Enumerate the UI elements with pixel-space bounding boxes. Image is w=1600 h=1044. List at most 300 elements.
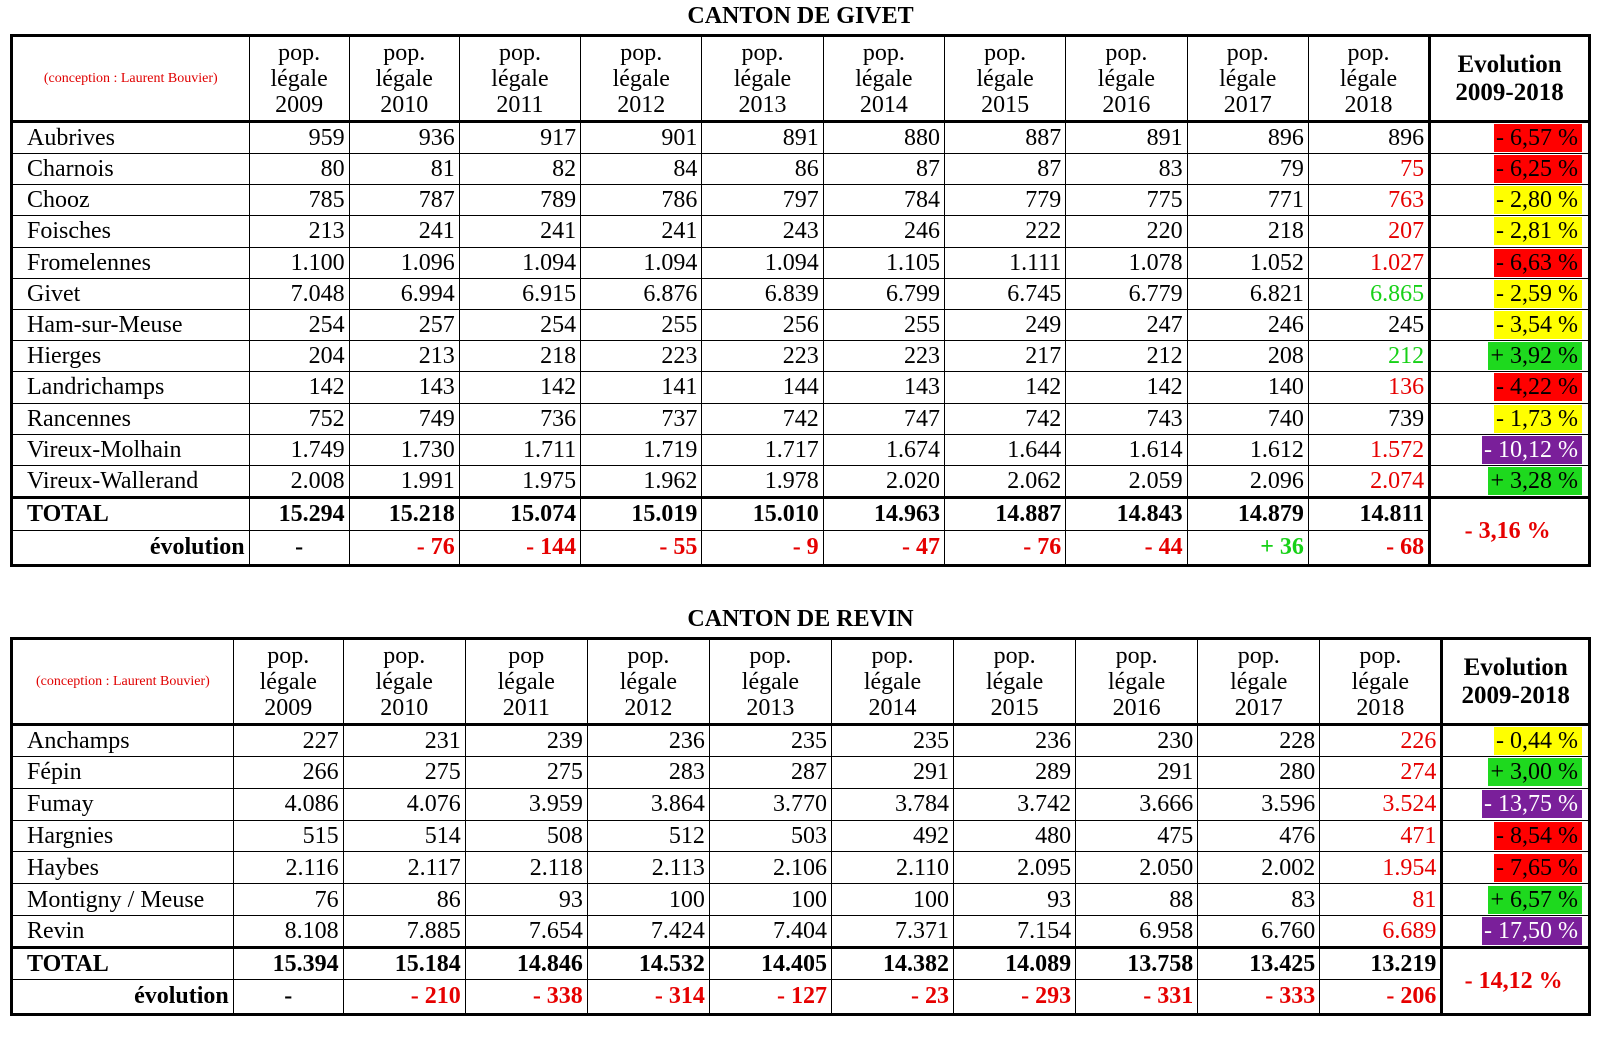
population-cell: 136 <box>1308 372 1429 403</box>
population-cell: 80 <box>249 154 349 185</box>
header-line: légale <box>733 65 792 92</box>
population-cell: 227 <box>233 725 343 757</box>
header-line: légale <box>270 65 328 92</box>
header-line: Evolution <box>1463 653 1568 681</box>
population-cell: 2.059 <box>1066 465 1187 497</box>
year-header <box>587 639 709 725</box>
header-line: pop. <box>1105 39 1148 66</box>
header-line: légale <box>1230 668 1288 695</box>
population-cell: 1.027 <box>1308 247 1429 278</box>
population-cell: 218 <box>459 341 580 372</box>
population-cell: 100 <box>587 884 709 916</box>
population-cell: 143 <box>823 372 944 403</box>
total-cell: 13.219 <box>1320 947 1442 979</box>
population-cell: 736 <box>459 403 580 434</box>
header-line: pop. <box>862 39 905 66</box>
total-cell: 14.879 <box>1187 497 1308 530</box>
yearly-change-cell: - <box>249 530 349 565</box>
population-cell: 275 <box>465 757 587 789</box>
population-cell: 1.614 <box>1066 434 1187 465</box>
population-cell: 280 <box>1198 757 1320 789</box>
population-cell: 266 <box>233 757 343 789</box>
population-cell: 1.572 <box>1308 434 1429 465</box>
evolution-cell <box>1430 372 1590 403</box>
commune-name: Fromelennes <box>12 247 250 278</box>
header-line: 2016 <box>1112 694 1161 721</box>
population-cell: 84 <box>581 154 702 185</box>
header-line: légale <box>1351 668 1409 695</box>
header-line: légale <box>612 65 670 92</box>
total-cell: 15.218 <box>349 497 459 530</box>
population-cell: 787 <box>349 185 459 216</box>
header-line: 2009-2018 <box>1455 78 1564 106</box>
population-cell: 1.674 <box>823 434 944 465</box>
population-cell: 291 <box>831 757 953 789</box>
population-cell: 93 <box>465 884 587 916</box>
header-line: pop. <box>627 642 670 669</box>
population-cell: 752 <box>249 403 349 434</box>
population-cell: 245 <box>1308 309 1429 340</box>
header-line: pop. <box>1347 39 1390 66</box>
population-cell: 3.959 <box>465 788 587 820</box>
population-cell: 76 <box>233 884 343 916</box>
population-cell: 289 <box>954 757 1076 789</box>
population-cell: 231 <box>343 725 465 757</box>
header-line: légale <box>985 668 1044 695</box>
evolution-badge: - 1,73 % <box>1494 405 1582 433</box>
population-cell: 508 <box>465 820 587 852</box>
evolution-cell <box>1430 216 1590 247</box>
population-cell: 936 <box>349 122 459 154</box>
population-cell: 275 <box>343 757 465 789</box>
total-cell: 15.294 <box>249 497 349 530</box>
population-cell: 2.116 <box>233 852 343 884</box>
evolution-badge: - 6,63 % <box>1494 249 1582 277</box>
commune-name: Fumay <box>12 788 234 820</box>
population-cell: 247 <box>1066 309 1187 340</box>
population-cell: 1.962 <box>581 465 702 497</box>
header-line: pop. <box>993 642 1036 669</box>
population-cell: 212 <box>1066 341 1187 372</box>
population-cell: 3.784 <box>831 788 953 820</box>
header-line: pop. <box>984 39 1027 66</box>
evolution-cell <box>1442 915 1590 947</box>
population-cell: 220 <box>1066 216 1187 247</box>
total-cell: 15.019 <box>581 497 702 530</box>
revin-section <box>10 607 1591 1016</box>
population-cell: 784 <box>823 185 944 216</box>
header-line: pop. <box>383 642 426 669</box>
population-cell: 236 <box>954 725 1076 757</box>
table-row <box>12 278 1590 309</box>
population-cell: 789 <box>459 185 580 216</box>
table-row <box>12 788 1590 820</box>
evolution-cell <box>1430 278 1590 309</box>
population-cell: 6.689 <box>1320 915 1442 947</box>
population-cell: 2.095 <box>954 852 1076 884</box>
year-header <box>349 36 459 122</box>
table-row <box>12 403 1590 434</box>
population-cell: 2.074 <box>1308 465 1429 497</box>
yearly-change-cell: + 36 <box>1187 530 1308 565</box>
population-cell: 257 <box>349 309 459 340</box>
population-cell: 222 <box>944 216 1065 247</box>
population-cell: 503 <box>709 820 831 852</box>
population-cell: 223 <box>702 341 823 372</box>
evolution-cell <box>1430 154 1590 185</box>
population-cell: 740 <box>1187 403 1308 434</box>
population-cell: 771 <box>1187 185 1308 216</box>
header-line: pop. <box>1237 642 1280 669</box>
year-header <box>1308 36 1429 122</box>
population-cell: 254 <box>459 309 580 340</box>
population-cell: 75 <box>1308 154 1429 185</box>
population-cell: 241 <box>581 216 702 247</box>
total-evolution: - 3,16 % <box>1430 497 1590 565</box>
commune-name: Landrichamps <box>12 372 250 403</box>
commune-name: Charnois <box>12 154 250 185</box>
population-cell: 204 <box>249 341 349 372</box>
population-cell: 1.717 <box>702 434 823 465</box>
evolution-cell <box>1430 247 1590 278</box>
population-cell: 87 <box>944 154 1065 185</box>
header-line: 2016 <box>1102 91 1151 118</box>
population-cell: 241 <box>349 216 459 247</box>
year-header <box>233 639 343 725</box>
population-cell: 6.876 <box>581 278 702 309</box>
total-cell: 15.074 <box>459 497 580 530</box>
population-cell: 742 <box>944 403 1065 434</box>
population-cell: 226 <box>1320 725 1442 757</box>
total-cell: 13.758 <box>1076 947 1198 979</box>
credit-note: (conception : Laurent Bouvier) <box>12 639 234 725</box>
total-cell: 14.963 <box>823 497 944 530</box>
population-cell: 1.612 <box>1187 434 1308 465</box>
header-line: 2012 <box>617 91 666 118</box>
header-line: 2010 <box>380 91 429 118</box>
population-cell: 213 <box>349 341 459 372</box>
yearly-change-cell: - 68 <box>1308 530 1429 565</box>
commune-name: Rancennes <box>12 403 250 434</box>
header-line: légale <box>497 668 555 695</box>
evolution-cell <box>1442 852 1590 884</box>
population-cell: 1.749 <box>249 434 349 465</box>
total-cell: 15.394 <box>233 947 343 979</box>
population-cell: 6.779 <box>1066 278 1187 309</box>
header-line: légale <box>491 65 549 92</box>
header-line: légale <box>619 668 677 695</box>
population-cell: 2.118 <box>465 852 587 884</box>
year-header <box>465 639 587 725</box>
population-cell: 235 <box>831 725 953 757</box>
header-line: légale <box>375 668 433 695</box>
yearly-change-cell: - 76 <box>944 530 1065 565</box>
commune-name: Aubrives <box>12 122 250 154</box>
yearly-change-cell: - 9 <box>702 530 823 565</box>
header-line: légale <box>1339 65 1398 92</box>
population-cell: 7.371 <box>831 915 953 947</box>
population-cell: 283 <box>587 757 709 789</box>
commune-name: Montigny / Meuse <box>12 884 234 916</box>
commune-name: Haybes <box>12 852 234 884</box>
header-line: 2015 <box>990 694 1039 721</box>
year-header <box>1320 639 1442 725</box>
evolution-badge: + 6,57 % <box>1488 886 1582 914</box>
evolution-cell <box>1430 341 1590 372</box>
population-cell: 4.076 <box>343 788 465 820</box>
total-cell: 14.089 <box>954 947 1076 979</box>
population-cell: 786 <box>581 185 702 216</box>
header-line: Evolution <box>1457 50 1562 78</box>
evolution-cell <box>1430 122 1590 154</box>
population-cell: 212 <box>1308 341 1429 372</box>
header-line: pop. <box>871 642 914 669</box>
population-cell: 901 <box>581 122 702 154</box>
population-cell: 959 <box>249 122 349 154</box>
table-row <box>12 852 1590 884</box>
yearly-change-cell: - 44 <box>1066 530 1187 565</box>
header-line: 2010 <box>380 694 429 721</box>
total-evolution: - 14,12 % <box>1442 947 1590 1014</box>
total-cell: 14.382 <box>831 947 953 979</box>
population-cell: 223 <box>823 341 944 372</box>
population-cell: 797 <box>702 185 823 216</box>
population-cell: 737 <box>581 403 702 434</box>
year-header <box>831 639 953 725</box>
header-line: légale <box>1108 668 1166 695</box>
population-cell: 6.994 <box>349 278 459 309</box>
evolution-label: évolution <box>12 530 250 565</box>
population-cell: 6.915 <box>459 278 580 309</box>
total-cell: 14.846 <box>465 947 587 979</box>
population-cell: 1.111 <box>944 247 1065 278</box>
header-line: 2014 <box>859 91 908 118</box>
year-header <box>249 36 349 122</box>
population-cell: 514 <box>343 820 465 852</box>
population-cell: 86 <box>343 884 465 916</box>
population-cell: 1.094 <box>702 247 823 278</box>
population-cell: 891 <box>702 122 823 154</box>
population-cell: 81 <box>349 154 459 185</box>
population-cell: 208 <box>1187 341 1308 372</box>
yearly-change-cell: - 144 <box>459 530 580 565</box>
evolution-badge: - 10,12 % <box>1482 436 1582 464</box>
evolution-cell <box>1430 434 1590 465</box>
population-cell: 241 <box>459 216 580 247</box>
population-cell: 93 <box>954 884 1076 916</box>
population-cell: 2.117 <box>343 852 465 884</box>
header-line: 2011 <box>502 694 550 721</box>
population-cell: 1.711 <box>459 434 580 465</box>
population-cell: 887 <box>944 122 1065 154</box>
population-cell: 143 <box>349 372 459 403</box>
population-cell: 2.106 <box>709 852 831 884</box>
population-cell: 4.086 <box>233 788 343 820</box>
evolution-header <box>1442 639 1590 725</box>
population-cell: 917 <box>459 122 580 154</box>
population-cell: 7.048 <box>249 278 349 309</box>
header-line: légale <box>1097 65 1156 92</box>
header-line: pop. <box>749 642 792 669</box>
population-cell: 1.100 <box>249 247 349 278</box>
population-cell: 141 <box>581 372 702 403</box>
year-header <box>823 36 944 122</box>
population-cell: 249 <box>944 309 1065 340</box>
yearly-change-cell: - 210 <box>343 979 465 1014</box>
header-line: pop. <box>278 39 321 66</box>
population-cell: 1.096 <box>349 247 459 278</box>
evolution-badge: + 3,92 % <box>1488 342 1582 370</box>
evolution-row <box>12 530 1590 565</box>
population-cell: 1.094 <box>459 247 580 278</box>
evolution-badge: - 6,57 % <box>1494 124 1582 152</box>
total-label: TOTAL <box>12 947 234 979</box>
table-row <box>12 915 1590 947</box>
header-line: légale <box>863 668 922 695</box>
year-header <box>459 36 580 122</box>
population-cell: 6.745 <box>944 278 1065 309</box>
population-cell: 891 <box>1066 122 1187 154</box>
revin-title: CANTON DE REVIN <box>687 606 914 632</box>
population-cell: 6.958 <box>1076 915 1198 947</box>
header-line: 2017 <box>1223 91 1272 118</box>
table-row <box>12 434 1590 465</box>
header-line: légale <box>259 668 317 695</box>
population-cell: 100 <box>831 884 953 916</box>
population-cell: 785 <box>249 185 349 216</box>
evolution-badge: - 0,44 % <box>1494 727 1582 755</box>
evolution-badge: - 8,54 % <box>1494 822 1582 850</box>
yearly-change-cell: - 76 <box>349 530 459 565</box>
year-header <box>343 639 465 725</box>
population-cell: 239 <box>465 725 587 757</box>
header-line: 2009 <box>264 694 313 721</box>
commune-name: Hierges <box>12 341 250 372</box>
evolution-badge: - 2,80 % <box>1494 186 1582 214</box>
header-line: pop. <box>267 642 310 669</box>
header-line: 2015 <box>981 91 1030 118</box>
evolution-cell <box>1442 725 1590 757</box>
population-cell: 87 <box>823 154 944 185</box>
population-cell: 228 <box>1198 725 1320 757</box>
population-cell: 749 <box>349 403 459 434</box>
population-cell: 1.052 <box>1187 247 1308 278</box>
population-cell: 2.113 <box>587 852 709 884</box>
population-cell: 3.666 <box>1076 788 1198 820</box>
evolution-row <box>12 979 1590 1014</box>
header-line: pop. <box>383 39 426 66</box>
evolution-cell <box>1442 788 1590 820</box>
commune-name: Revin <box>12 915 234 947</box>
population-cell: 142 <box>249 372 349 403</box>
header-line: 2011 <box>496 91 544 118</box>
population-cell: 1.078 <box>1066 247 1187 278</box>
population-cell: 142 <box>459 372 580 403</box>
population-cell: 287 <box>709 757 831 789</box>
total-cell: 13.425 <box>1198 947 1320 979</box>
header-line: légale <box>1219 65 1277 92</box>
population-cell: 88 <box>1076 884 1198 916</box>
yearly-change-cell: - 293 <box>954 979 1076 1014</box>
revin-table <box>10 637 1591 1016</box>
commune-name: Fépin <box>12 757 234 789</box>
header-line: 2012 <box>624 694 673 721</box>
population-cell: 6.865 <box>1308 278 1429 309</box>
population-cell: 2.050 <box>1076 852 1198 884</box>
population-cell: 243 <box>702 216 823 247</box>
population-cell: 144 <box>702 372 823 403</box>
evolution-cell <box>1430 185 1590 216</box>
header-line: 2009 <box>275 91 324 118</box>
yearly-change-cell: - 127 <box>709 979 831 1014</box>
table-row <box>12 216 1590 247</box>
yearly-change-cell: - <box>233 979 343 1014</box>
population-cell: 743 <box>1066 403 1187 434</box>
header-row <box>12 639 1590 725</box>
population-cell: 83 <box>1066 154 1187 185</box>
table-row <box>12 465 1590 497</box>
population-cell: 3.864 <box>587 788 709 820</box>
population-cell: 6.839 <box>702 278 823 309</box>
population-cell: 3.742 <box>954 788 1076 820</box>
population-cell: 880 <box>823 122 944 154</box>
population-cell: 2.062 <box>944 465 1065 497</box>
population-cell: 246 <box>1187 309 1308 340</box>
table-row <box>12 820 1590 852</box>
population-cell: 230 <box>1076 725 1198 757</box>
yearly-change-cell: - 47 <box>823 530 944 565</box>
table-row <box>12 884 1590 916</box>
year-header <box>1187 36 1308 122</box>
givet-title: CANTON DE GIVET <box>687 3 914 29</box>
population-cell: 476 <box>1198 820 1320 852</box>
evolution-badge: + 3,00 % <box>1488 758 1582 786</box>
population-cell: 896 <box>1187 122 1308 154</box>
population-cell: 100 <box>709 884 831 916</box>
population-cell: 79 <box>1187 154 1308 185</box>
population-cell: 1.975 <box>459 465 580 497</box>
evolution-badge: - 2,81 % <box>1494 217 1582 245</box>
population-cell: 256 <box>702 309 823 340</box>
header-line: 2018 <box>1356 694 1405 721</box>
header-line: pop. <box>741 39 784 66</box>
header-line: 2018 <box>1344 91 1393 118</box>
population-cell: 471 <box>1320 820 1442 852</box>
commune-name: Anchamps <box>12 725 234 757</box>
population-cell: 81 <box>1320 884 1442 916</box>
header-line: pop. <box>1359 642 1402 669</box>
yearly-change-cell: - 23 <box>831 979 953 1014</box>
header-line: 2014 <box>868 694 917 721</box>
header-row <box>12 36 1590 122</box>
population-cell: 213 <box>249 216 349 247</box>
total-cell: 15.010 <box>702 497 823 530</box>
population-cell: 83 <box>1198 884 1320 916</box>
yearly-change-cell: - 314 <box>587 979 709 1014</box>
population-cell: 246 <box>823 216 944 247</box>
year-header <box>709 639 831 725</box>
evolution-label: évolution <box>12 979 234 1014</box>
commune-name: Givet <box>12 278 250 309</box>
evolution-cell <box>1430 309 1590 340</box>
header-line: légale <box>741 668 800 695</box>
year-header <box>1198 639 1320 725</box>
population-cell: 7.654 <box>465 915 587 947</box>
header-line: pop. <box>498 39 541 66</box>
year-header <box>1076 639 1198 725</box>
total-row <box>12 947 1590 979</box>
total-cell: 14.811 <box>1308 497 1429 530</box>
